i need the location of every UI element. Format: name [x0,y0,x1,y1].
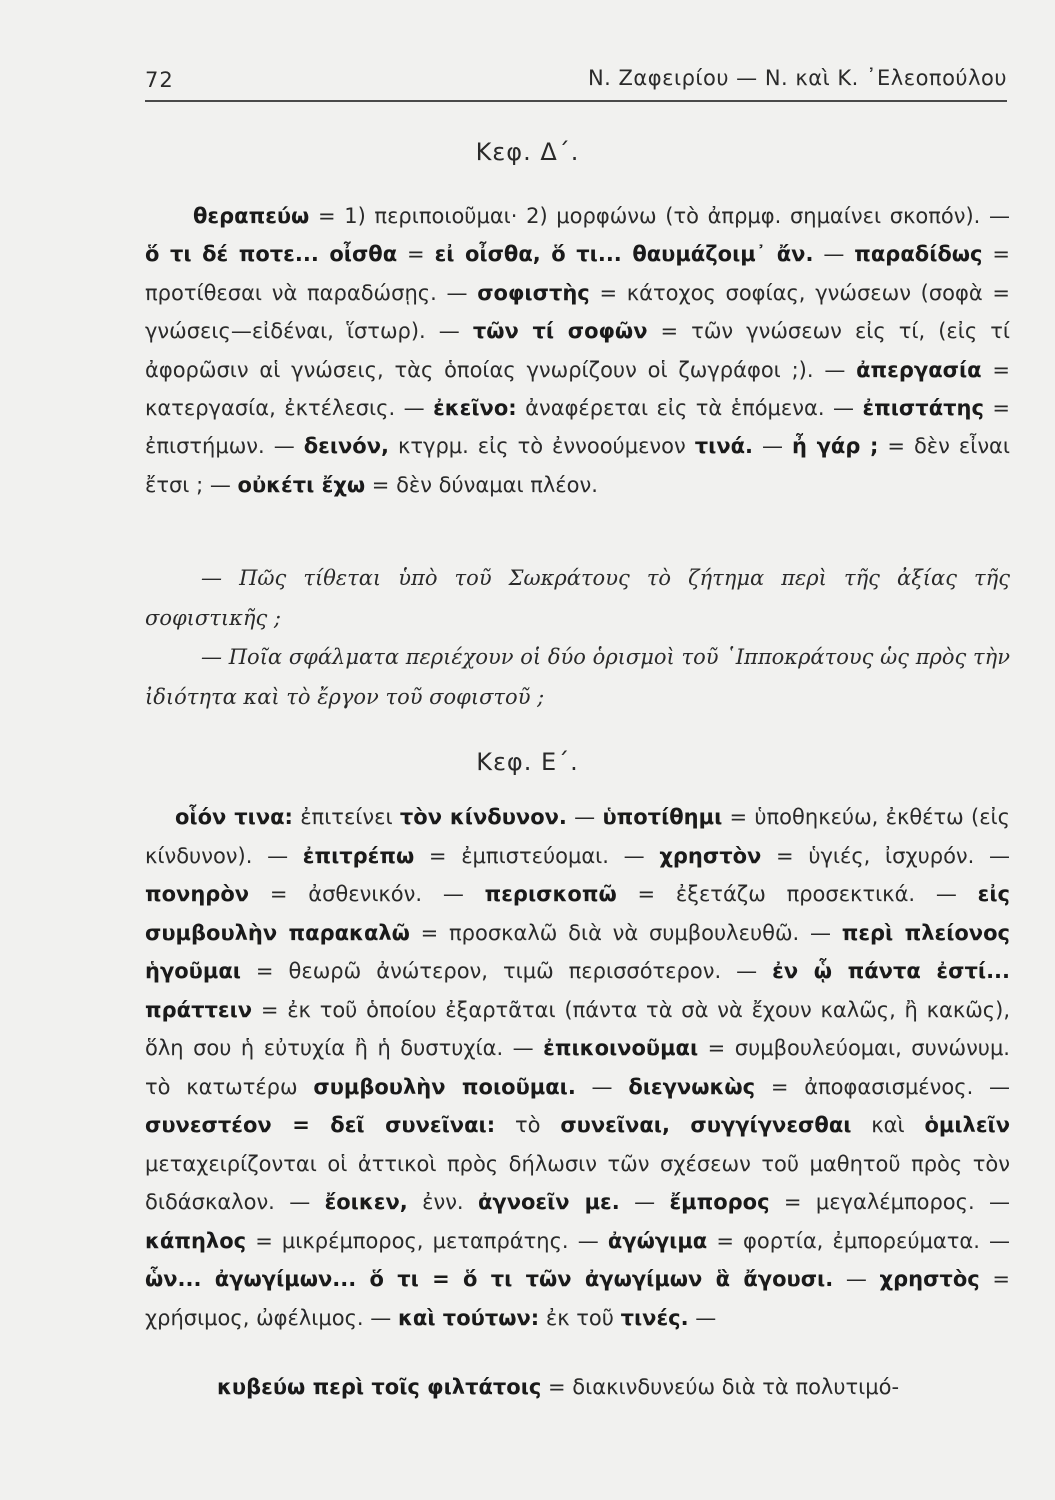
glossary-term: τινά. [694,434,754,459]
glossary-term: ἔμπορος [669,1190,770,1214]
glossary-term: ὑποτίθημι [602,805,723,829]
glossary-term: σοφιστὴς [477,280,590,305]
glossary-term: ἐν ᾧ πάντα ἐστί... πράττειν [145,959,1010,1022]
glossary-term: συνεστέον = δεῖ συνεῖναι: [145,1113,496,1137]
chapter-heading-d: Κεφ. Δ΄. [475,138,580,166]
glossary-term: διεγνωκὼς [628,1074,756,1099]
glossary-term: ἦ γάρ ; [792,434,879,459]
glossary-term: ἐπικοινοῦμαι [543,1036,699,1060]
glossary-term: ἐπιτρέπω [302,843,415,868]
glossary-term: οὐκέτι ἔχω [237,472,366,497]
glossary-term: ὅ τι δέ ποτε... οἶσθα [145,242,398,267]
study-question: — Ποῖα σφάλματα περιέχουν οἱ δύο ὁρισμοὶ τοῦ ῾Ιπποκράτους ὡς πρὸς τὴν ἰδιότητα καὶ τὸ ἔργον τοῦ σοφιστοῦ ; [145,645,1010,709]
glossary-paragraph-e-continued: κυβεύω περὶ τοῖς φιλτάτοις = διακινδυνεύω διὰ τὰ πολυτιμό- [217,1375,900,1399]
chapter-heading-e: Κεφ. Ε΄. [476,748,579,776]
running-header [145,62,1007,96]
glossary-term: εἰ οἶσθα, ὅ τι... θαυμάζοιμ᾽ ἄν. [434,242,814,267]
glossary-term: περισκοπῶ [484,882,617,906]
glossary-term: ἔοικεν, [324,1190,408,1214]
glossary-paragraph-d: θεραπεύω = 1) περιποιοῦμαι· 2) μορφώνω (τὸ ἀπρμφ. σημαίνει σκοπόν). — ὅ τι δέ ποτε... οἶσθα = εἰ οἶσθα, ὅ τι... θαυμάζοιμ᾽ ἄν. — παραδίδως = προτίθεσαι νὰ παραδώσῃς. — σοφιστὴς = κάτοχος σοφίας, γνώσεων (σοφὰ = γνώσεις—εἰδέναι, ἵστωρ). — τῶν τί σοφῶν = τῶν γνώσεων εἰς τί, (εἰς τί ἀφορῶσιν αἱ γνώσεις, τὰς ὁποίας γνωρίζουν οἱ ζωγράφοι ;). — ἀπεργασία = κατεργασία, ἐκτέλεσις. — ἐκεῖνο: ἀναφέρεται εἰς τὰ ἑπόμενα. — ἐπιστάτης = ἐπιστήμων. — δεινόν, κτγρμ. εἰς τὸ ἐννοούμενον τινά. — ἦ γάρ ; = δὲν εἶναι ἔτσι ; — οὐκέτι ἔχω = δὲν δύναμαι πλέον. [145,204,1011,497]
glossary-term: ἐπιστάτης [862,396,984,421]
header-rule [145,100,1007,102]
study-question: — Πῶς τίθεται ὑπὸ τοῦ Σωκράτους τὸ ζήτημα περὶ τῆς ἀξίας τῆς σοφιστικῆς ; [145,566,1010,630]
glossary-term: ἐκεῖνο: [433,396,517,421]
glossary-term: ὁμιλεῖν [924,1113,1011,1137]
glossary-term: παραδίδως [854,242,983,267]
page-number: 72 [145,68,174,92]
glossary-term: κάπηλος [145,1228,247,1253]
glossary-term: χρηστὸς [879,1267,980,1291]
glossary-term: συνεῖναι, συγγίγνεσθαι [560,1113,852,1137]
glossary-term: χρηστὸν [659,843,762,868]
glossary-term: τὸν κίνδυνον. [399,805,567,829]
glossary-term: εἰς συμβουλὴν παρακαλῶ [145,882,1010,945]
glossary-term: ἀγώγιμα [607,1228,708,1253]
glossary-term: πονηρὸν [145,882,250,906]
study-questions [145,559,1010,717]
glossary-term: συμβουλὴν ποιοῦμαι. [313,1074,576,1099]
glossary-term: τινές. [620,1305,689,1330]
glossary-term: καὶ τούτων: [397,1305,540,1330]
glossary-term: θεραπεύω [193,204,310,228]
glossary-term: ἀγνοεῖν με. [477,1190,620,1214]
running-title: Ν. Ζαφειρίου — Ν. καὶ Κ. ᾿Ελεοπούλου [587,66,1007,90]
glossary-paragraph-e: οἷόν τινα: ἐπιτείνει τὸν κίνδυνον. — ὑποτίθημι = ὑποθηκεύω, ἐκθέτω (εἰς κίνδυνον). — ἐπιτρέπω = ἐμπιστεύομαι. — χρηστὸν = ὑγιές, ἰσχυρόν. — πονηρὸν = ἀσθενικόν. — περισκοπῶ = ἐξετάζω προσεκτικά. — εἰς συμβουλὴν παρακαλῶ = προσκαλῶ διὰ νὰ συμβουλευθῶ. — περὶ πλείονος ἡγοῦμαι = θεωρῶ ἀνώτερον, τιμῶ περισσότερον. — ἐν ᾧ πάντα ἐστί... πράττειν = ἐκ τοῦ ὁποίου ἐξαρτᾶται (πάντα τὰ σὰ νὰ ἔχουν καλῶς, ἢ κακῶς), ὅλη σου ἡ εὐτυχία ἢ ἡ δυστυχία. — ἐπικοινοῦμαι = συμβουλεύομαι, συνώνυμ. τὸ κατωτέρω συμβουλὴν ποιοῦμαι. — διεγνωκὼς = ἀποφασισμένος. — συνεστέον = δεῖ συνεῖναι: τὸ συνεῖναι, συγγίγνεσθαι καὶ ὁμιλεῖν μεταχειρίζονται οἱ ἀττικοὶ πρὸς δήλωσιν τῶν σχέσεων τοῦ μαθητοῦ πρὸς τὸν διδάσκαλον. — ἔοικεν, ἐνν. ἀγνοεῖν με. — ἔμπορος = μεγαλέμπορος. — κάπηλος = μικρέμπορος, μεταπράτης. — ἀγώγιμα = φορτία, ἐμπορεύματα. — ὧν... ἀγωγίμων... ὅ τι = ὅ τι τῶν ἀγωγίμων ἃ ἄγουσι. — χρηστὸς = χρήσιμος, ὠφέλιμος. — καὶ τούτων: ἐκ τοῦ τινές. — [145,805,1011,1330]
glossary-term: οἷόν τινα: [175,805,293,829]
glossary-term: περὶ πλείονος ἡγοῦμαι [145,920,1010,983]
glossary-term: τῶν τί σοφῶν [472,319,648,344]
glossary-term: δεινόν, [303,434,390,459]
glossary-term: κυβεύω περὶ τοῖς φιλτάτοις [217,1375,542,1399]
glossary-term: ἀπεργασία [856,357,982,382]
glossary-term: ὧν... ἀγωγίμων... ὅ τι = ὅ τι τῶν ἀγωγίμων ἃ ἄγουσι. [145,1267,834,1291]
